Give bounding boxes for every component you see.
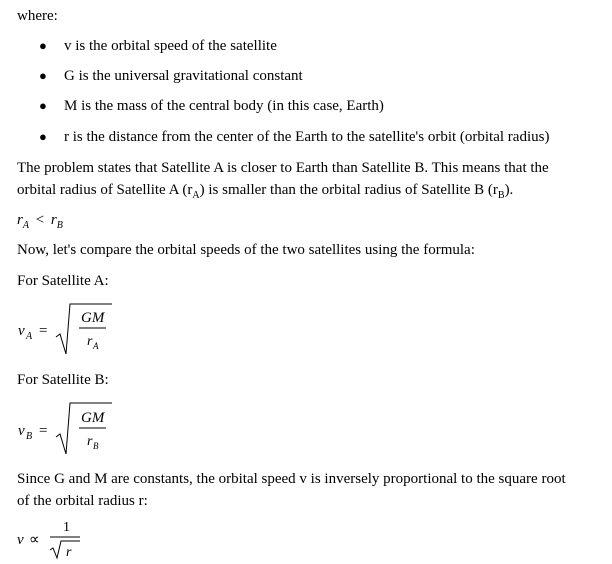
svg-text:B: B xyxy=(93,441,99,451)
svg-text:v: v xyxy=(18,423,25,439)
inequality: $r_A < r_B$ xyxy=(17,212,63,231)
label-satellite-b: For Satellite B: xyxy=(17,372,109,388)
bullet-item: G is the universal gravitational constant xyxy=(64,68,303,84)
formula-b xyxy=(12,397,122,457)
svg-text:r: r xyxy=(66,545,72,560)
svg-text:B: B xyxy=(26,431,33,442)
bullet-dot: ● xyxy=(39,38,47,53)
svg-text:r: r xyxy=(87,334,93,349)
svg-text:1: 1 xyxy=(63,520,70,535)
svg-text:A: A xyxy=(26,331,33,342)
proportionality-formula xyxy=(12,514,102,562)
label-satellite-a: For Satellite A: xyxy=(17,273,109,289)
paragraph-line: Now, let's compare the orbital speeds of the two satellites using the formula: xyxy=(17,242,475,258)
svg-text:∝: ∝ xyxy=(29,532,40,548)
bullet-dot: ● xyxy=(39,68,47,83)
where-label: where: xyxy=(17,8,58,24)
bullet-item: v is the orbital speed of the satellite xyxy=(64,38,277,54)
formula-a xyxy=(12,300,122,360)
svg-text:GM: GM xyxy=(81,310,105,326)
bullet-dot: ● xyxy=(39,98,47,113)
svg-text:v: v xyxy=(18,323,25,339)
paragraph-line: orbital radius of Satellite A $(r_A)$ is smaller than the orbital radius of Satellite B $(r_B)$. xyxy=(17,182,514,201)
bullet-dot: ● xyxy=(39,129,47,144)
svg-text:r: r xyxy=(87,434,93,449)
bullet-item: M is the mass of the central body (in this case, Earth) xyxy=(64,98,384,114)
bullet-item: r is the distance from the center of the Earth to the satellite's orbit (orbital radius) xyxy=(64,129,550,145)
paragraph-line: The problem states that Satellite A is closer to Earth than Satellite B. This means that the xyxy=(17,160,549,176)
paragraph-line: Since G and M are constants, the orbital speed v is inversely proportional to the square root xyxy=(17,471,566,487)
svg-text:=: = xyxy=(39,323,48,339)
svg-text:v: v xyxy=(17,532,24,548)
svg-text:=: = xyxy=(39,423,48,439)
svg-text:A: A xyxy=(93,341,99,351)
svg-text:GM: GM xyxy=(81,410,105,426)
paragraph-line: of the orbital radius r: xyxy=(17,493,148,509)
